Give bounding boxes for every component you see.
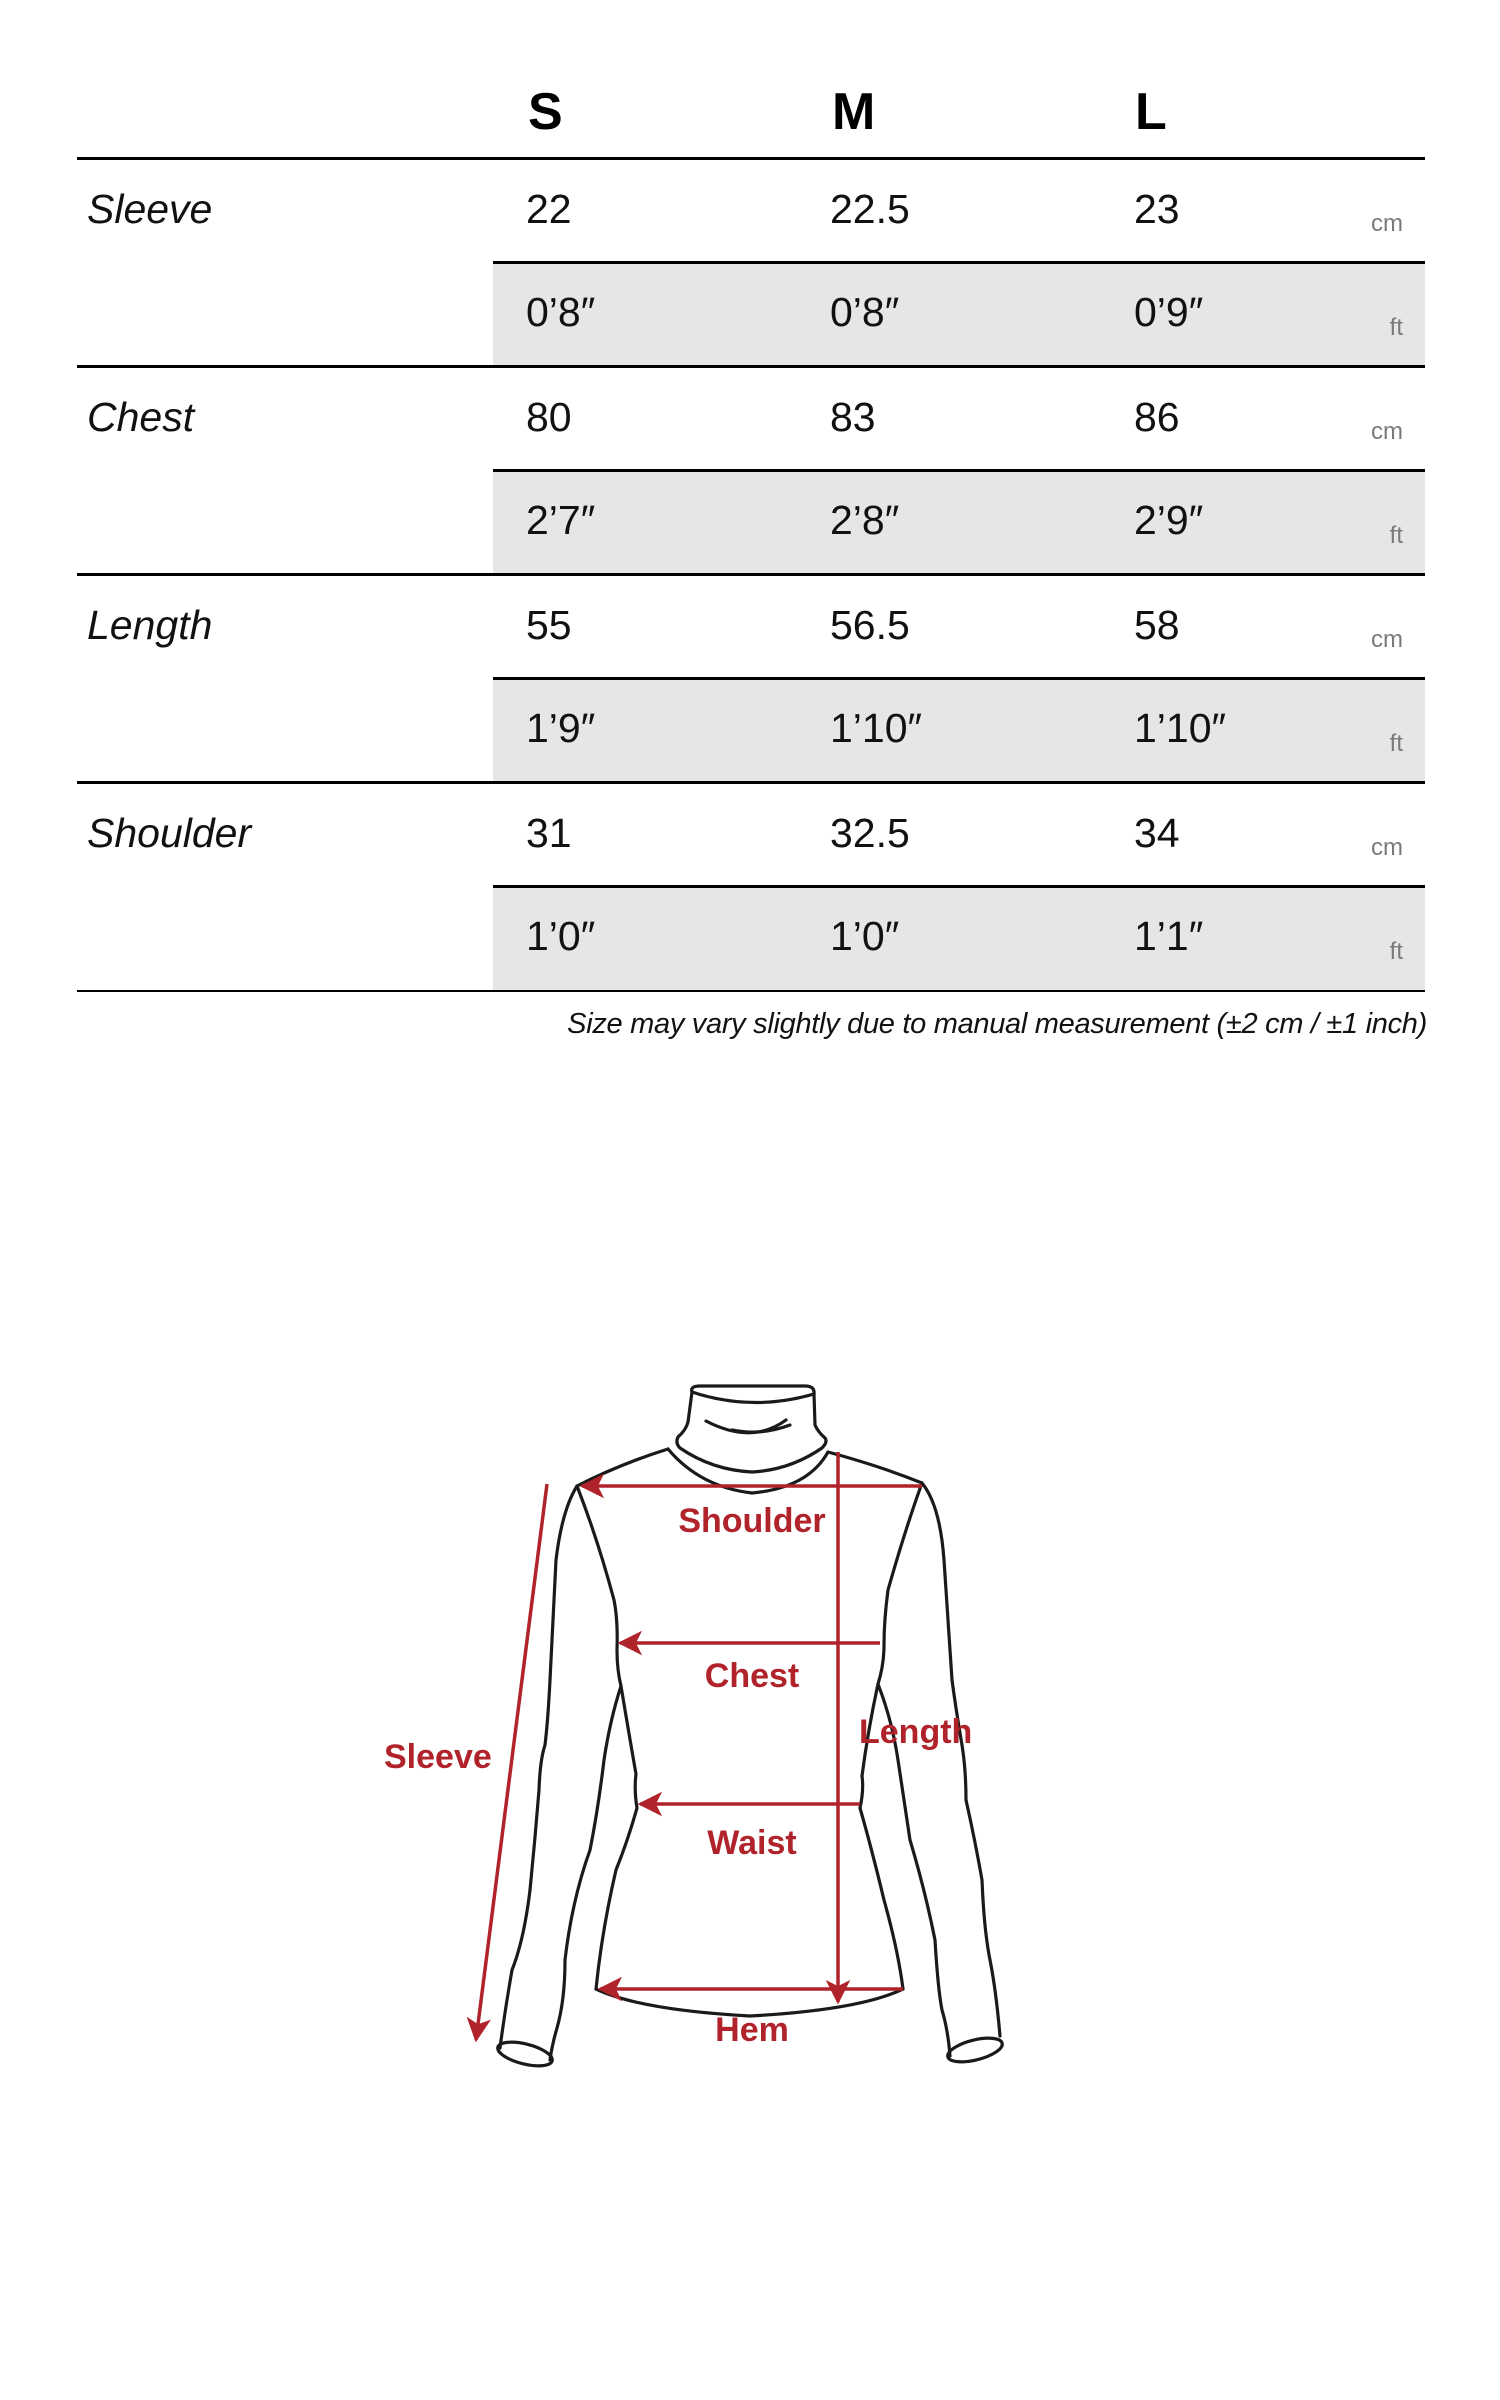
cell-cm-s: 80 xyxy=(526,394,572,440)
cell-cm-m: 32.5 xyxy=(830,810,910,856)
measurement-labels xyxy=(384,1502,972,2049)
row-label: Shoulder xyxy=(87,810,252,856)
cell-cm-l: 34 xyxy=(1134,810,1180,856)
waist-label: Waist xyxy=(707,1824,797,1862)
cell-ft-l: 1’10″ xyxy=(1134,705,1227,751)
cell-cm-l: 23 xyxy=(1134,186,1180,232)
size-header-m: M xyxy=(832,83,876,141)
cell-cm-m: 56.5 xyxy=(830,602,910,648)
size-header-s: S xyxy=(528,83,563,141)
unit-cm: cm xyxy=(1371,210,1403,237)
hem-label: Hem xyxy=(715,2011,789,2049)
shoulder-label: Shoulder xyxy=(678,1502,826,1540)
chest-label: Chest xyxy=(704,1657,800,1695)
cell-cm-s: 55 xyxy=(526,602,572,648)
unit-cm: cm xyxy=(1371,626,1403,653)
cell-ft-m: 0’8″ xyxy=(830,289,900,335)
measurement-disclaimer: Size may vary slightly due to manual measurement (±2 cm / ±1 inch) xyxy=(567,1008,1427,1040)
unit-ft: ft xyxy=(1389,730,1403,757)
cell-cm-l: 86 xyxy=(1134,394,1180,440)
length-label: Length xyxy=(859,1713,973,1751)
cell-ft-l: 0’9″ xyxy=(1134,289,1204,335)
unit-ft: ft xyxy=(1389,314,1403,341)
unit-ft: ft xyxy=(1389,938,1403,965)
cell-ft-m: 2’8″ xyxy=(830,497,900,543)
row-label: Sleeve xyxy=(87,186,213,232)
sleeve-label: Sleeve xyxy=(384,1738,492,1776)
cell-ft-s: 1’0″ xyxy=(526,913,596,959)
size-header-l: L xyxy=(1135,83,1167,141)
cell-cm-m: 83 xyxy=(830,394,876,440)
cell-ft-m: 1’0″ xyxy=(830,913,900,959)
unit-cm: cm xyxy=(1371,418,1403,445)
cell-cm-l: 58 xyxy=(1134,602,1180,648)
cell-cm-s: 31 xyxy=(526,810,572,856)
cell-ft-s: 2’7″ xyxy=(526,497,596,543)
measurement-arrows xyxy=(476,1452,922,2040)
cell-ft-l: 1’1″ xyxy=(1134,913,1204,959)
cell-cm-s: 22 xyxy=(526,186,572,232)
cell-ft-l: 2’9″ xyxy=(1134,497,1204,543)
cell-cm-m: 22.5 xyxy=(830,186,910,232)
row-label: Length xyxy=(87,602,213,648)
row-label: Chest xyxy=(87,394,195,440)
unit-cm: cm xyxy=(1371,834,1403,861)
unit-ft: ft xyxy=(1389,522,1403,549)
cell-ft-m: 1’10″ xyxy=(830,705,923,751)
cell-ft-s: 0’8″ xyxy=(526,289,596,335)
cell-ft-s: 1’9″ xyxy=(526,705,596,751)
